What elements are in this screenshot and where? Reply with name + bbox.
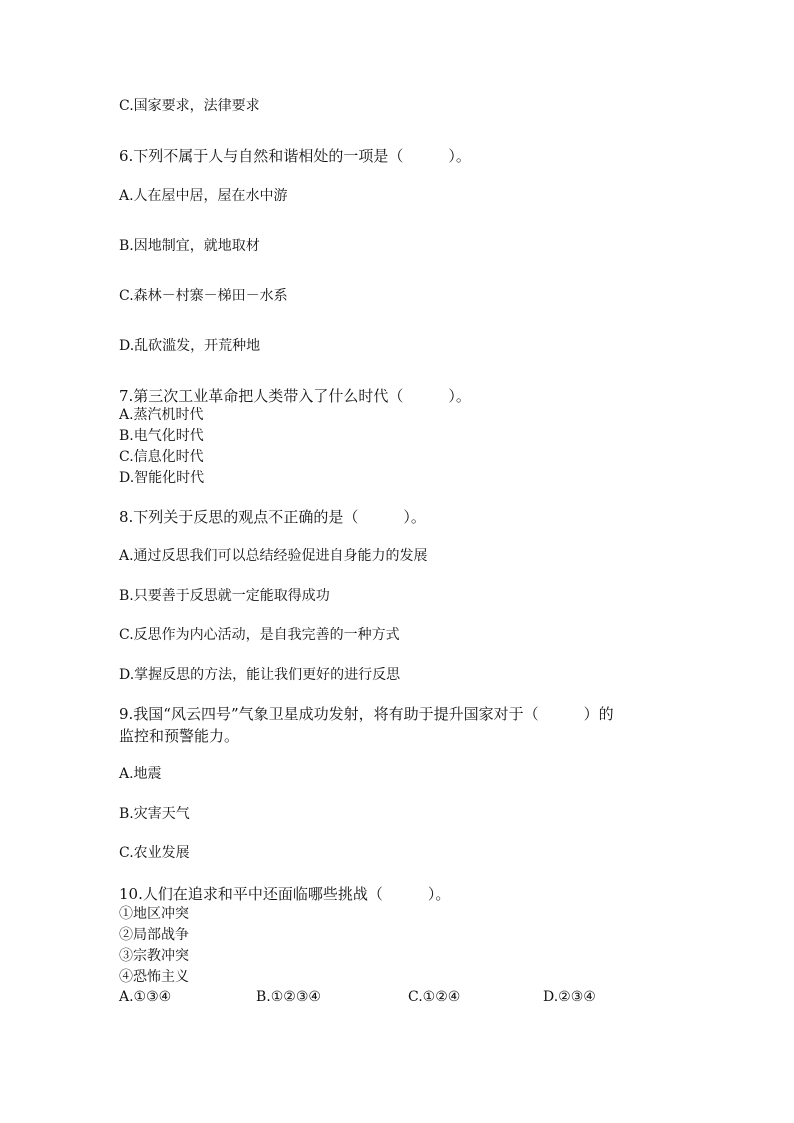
q6-stem: 6.下列不属于人与自然和谐相处的一项是（ ）。 — [119, 147, 471, 165]
q10-option-b: B.①②③④ — [256, 989, 321, 1005]
q7-option-b: B.电气化时代 — [119, 428, 204, 444]
q10-item-1: ①地区冲突 — [119, 906, 189, 922]
q6-option-c: C.森林－村寨－梯田－水系 — [119, 288, 288, 304]
q7-option-a: A.蒸汽机时代 — [119, 407, 204, 423]
q5-option-c: C.国家要求，法律要求 — [119, 98, 260, 114]
q9-stem-line2: 监控和预警能力。 — [119, 727, 240, 745]
q9-option-c: C.农业发展 — [119, 845, 190, 861]
q7-stem: 7.第三次工业革命把人类带入了什么时代（ ）。 — [119, 387, 471, 405]
q6-option-b: B.因地制宜，就地取材 — [119, 238, 260, 254]
q10-option-d: D.②③④ — [543, 989, 596, 1005]
q10-option-a: A.①③④ — [119, 989, 172, 1005]
q7-option-c: C.信息化时代 — [119, 449, 204, 465]
q8-option-b: B.只要善于反思就一定能取得成功 — [119, 588, 330, 604]
q10-item-3: ③宗教冲突 — [119, 948, 189, 964]
q9-option-a: A.地震 — [119, 766, 162, 782]
q8-option-d: D.掌握反思的方法，能让我们更好的进行反思 — [119, 667, 401, 683]
q6-option-d: D.乱砍滥发，开荒种地 — [119, 338, 261, 354]
q8-option-a: A.通过反思我们可以总结经验促进自身能力的发展 — [119, 548, 428, 564]
q9-stem-line1: 9.我国“风云四号”气象卫星成功发射，将有助于提升国家对于（ ）的 — [119, 705, 614, 723]
q10-option-c: C.①②④ — [408, 989, 461, 1005]
q7-option-d: D.智能化时代 — [119, 470, 205, 486]
q10-stem: 10.人们在追求和平中还面临哪些挑战（ ）。 — [119, 885, 451, 903]
q10-item-4: ④恐怖主义 — [119, 969, 189, 985]
q8-option-c: C.反思作为内心活动，是自我完善的一种方式 — [119, 627, 400, 643]
q6-option-a: A.人在屋中居，屋在水中游 — [119, 188, 288, 204]
q9-option-b: B.灾害天气 — [119, 806, 190, 822]
q10-item-2: ②局部战争 — [119, 927, 189, 943]
q8-stem: 8.下列关于反思的观点不正确的是（ ）。 — [119, 508, 426, 526]
